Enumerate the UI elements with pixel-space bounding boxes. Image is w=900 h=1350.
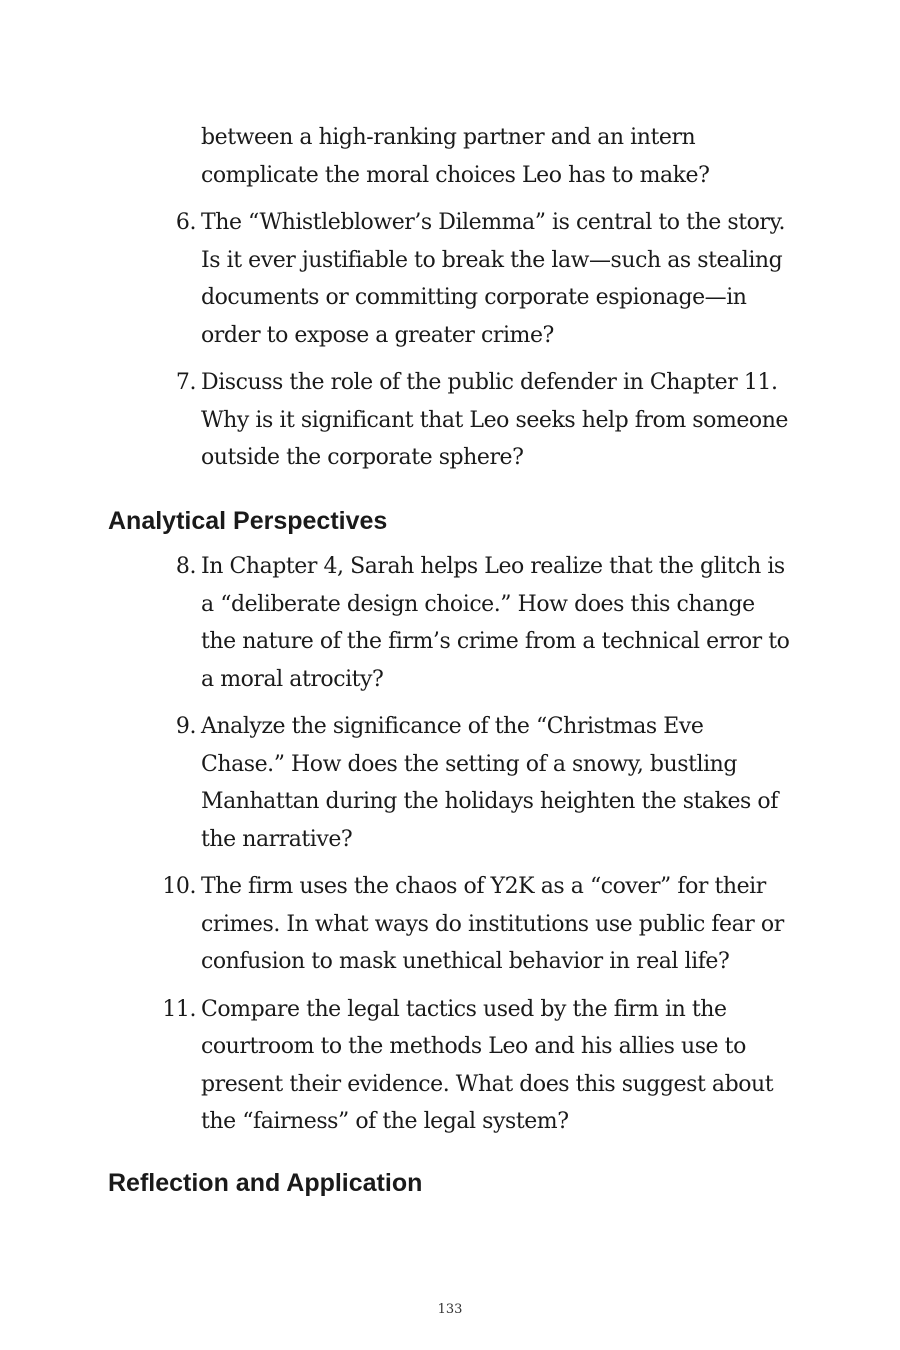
question-text: The firm uses the chaos of Y2K as a “cover” for their crimes. In what ways do institutions use public fear or confusion to mask unethical behavior in real life? — [201, 874, 784, 974]
question-number: 8. — [175, 554, 196, 579]
question-text: The “Whistleblower’s Dilemma” is central to the story. Is it ever justifiable to break the law—such as stealing documents or committing corporate espionage—in order to expose a greater crime? — [201, 210, 786, 348]
question-number: 9. — [175, 714, 196, 739]
question-number: 11. — [162, 996, 196, 1022]
question-item-7 — [0, 364, 791, 477]
question-item-9 — [0, 708, 791, 858]
question-list-part1 — [0, 204, 900, 487]
question-text: In Chapter 4, Sarah helps Leo realize that the glitch is a “deliberate design choice.” How does this change the nature of the firm’s crime from a technical error to a moral atrocity? — [201, 554, 790, 692]
question-text: Analyze the significance of the “Christmas Eve Chase.” How does the setting of a snowy, bustling Manhattan during the holidays heighten the stakes of the narrative? — [201, 714, 778, 852]
continuation-paragraph: between a high-ranking partner and an intern complicate the moral choices Leo has to make? — [201, 125, 710, 188]
question-item-11 — [0, 991, 791, 1141]
section-heading-analytical: Analytical Perspectives — [108, 507, 388, 535]
question-list-analytical — [0, 548, 900, 1151]
question-number: 6. — [175, 210, 196, 235]
question-text: Discuss the role of the public defender in Chapter 11. Why is it significant that Leo seeks help from someone outside the corporate sphere? — [201, 370, 789, 470]
question-item-6 — [0, 204, 791, 354]
question-text: Compare the legal tactics used by the firm in the courtroom to the methods Leo and his allies use to present their evidence. What does this suggest about the “fairness” of the legal system? — [201, 996, 774, 1134]
question-item-8 — [0, 548, 791, 698]
question-number: 7. — [175, 370, 196, 395]
section-heading-reflection: Reflection and Application — [108, 1169, 423, 1197]
question-item-10 — [0, 868, 791, 981]
question-number: 10. — [162, 874, 196, 899]
page-number: 133 — [437, 1302, 463, 1317]
